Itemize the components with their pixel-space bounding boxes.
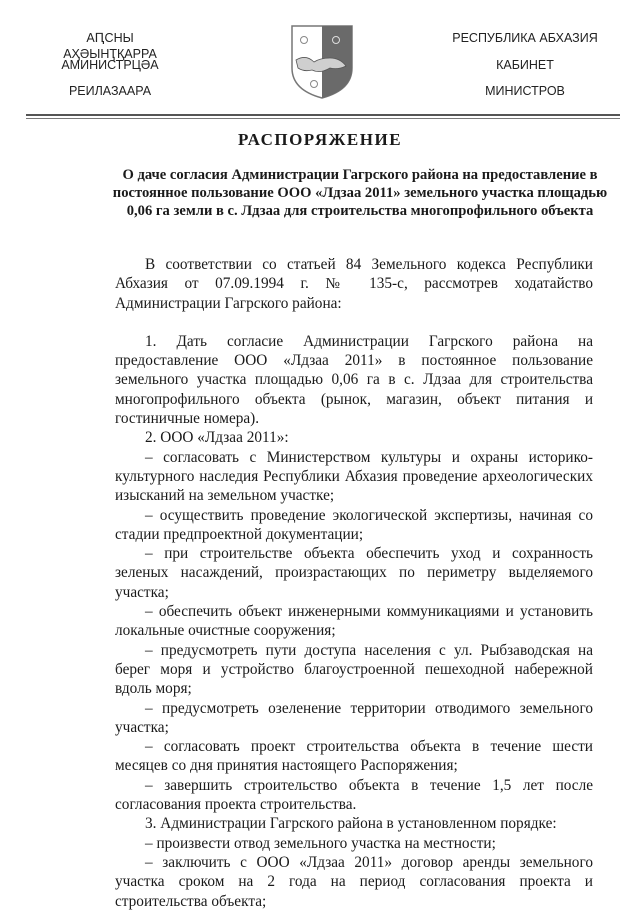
paragraph: 3. Администрации Гагрского района в установленном порядке: xyxy=(145,815,557,833)
header-left-line: АԤСНЫ АҲӘЫНҬҚАРРА xyxy=(63,31,157,61)
paragraph: – обеспечить объект инженерными коммуникациями и установить локальные очистные сооружения; xyxy=(115,603,593,640)
paragraph: – предусмотреть пути доступа населения с ул. Рыбзаводская на берег моря и устройство благоустроенной пешеходной набережной вдоль моря; xyxy=(115,641,593,698)
header-left-line: АМИНИСТРЦӘА xyxy=(61,57,159,72)
header-divider xyxy=(26,114,620,116)
header-right-line: КАБИНЕТ xyxy=(496,57,554,72)
header-left-line: РЕИЛАЗААРА xyxy=(68,84,152,98)
document-subject: О даче согласия Администрации Гагрского района на предоставление в постоянное пользование ООО «Лдзаа 2011» земельного участка площадью 0,06 га земли в с. Лдзаа для строительства многопрофильного объекта xyxy=(112,167,608,219)
paragraph: 2. ООО «Лдзаа 2011»: xyxy=(145,429,289,447)
header-right-russian xyxy=(445,30,605,110)
header-right-line: МИНИСТРОВ xyxy=(485,84,565,98)
header-right-line: РЕСПУБЛИКА АБХАЗИЯ xyxy=(452,31,598,45)
paragraph: – согласовать с Министерством культуры и охраны историко-культурного наследия Республики Абхазия проведение археологических изысканий на земельном участке; xyxy=(115,448,593,505)
paragraph: – произвести отвод земельного участка на местности; xyxy=(145,834,496,852)
paragraph: – предусмотреть озеленение территории отводимого земельного участка; xyxy=(115,699,593,736)
header-left-abkhaz xyxy=(40,30,180,110)
paragraph: 1. Дать согласие Администрации Гагрского района на предоставление ООО «Лдзаа 2011» в постоянное пользование земельного участка площадью 0,06 га в с. Лдзаа для строительства многопрофильного объекта (рынок, магазин, объект питания и гостиничные номера). xyxy=(115,332,593,428)
document-body xyxy=(115,255,593,911)
paragraph: – согласовать проект строительства объекта в течение шести месяцев со дня принятия настоящего Распоряжения; xyxy=(115,738,593,775)
header-divider xyxy=(26,118,620,119)
preamble: В соответствии со статьей 84 Земельного кодекса Республики Абхазия от 07.09.1994 г. № 135-с, рассмотрев ходатайство Администрации Гагрского района: xyxy=(115,256,593,312)
paragraph: – завершить строительство объекта в течение 1,5 лет после согласования проекта строительства. xyxy=(115,776,593,814)
coat-of-arms-emblem xyxy=(290,24,354,100)
paragraph: – осуществить проведение экологической экспертизы, начиная со стадии предпроектной документации; xyxy=(115,506,593,543)
paragraph: – заключить с ООО «Лдзаа 2011» договор аренды земельного участка сроком на 2 года на период согласования проекта и строительства объекта; xyxy=(115,853,593,910)
paragraph: – при строительстве объекта обеспечить уход и сохранность зеленых насаждений, произрастающих по периметру выделяемого участка; xyxy=(115,545,593,601)
document-title: РАСПОРЯЖЕНИЕ xyxy=(237,130,403,149)
